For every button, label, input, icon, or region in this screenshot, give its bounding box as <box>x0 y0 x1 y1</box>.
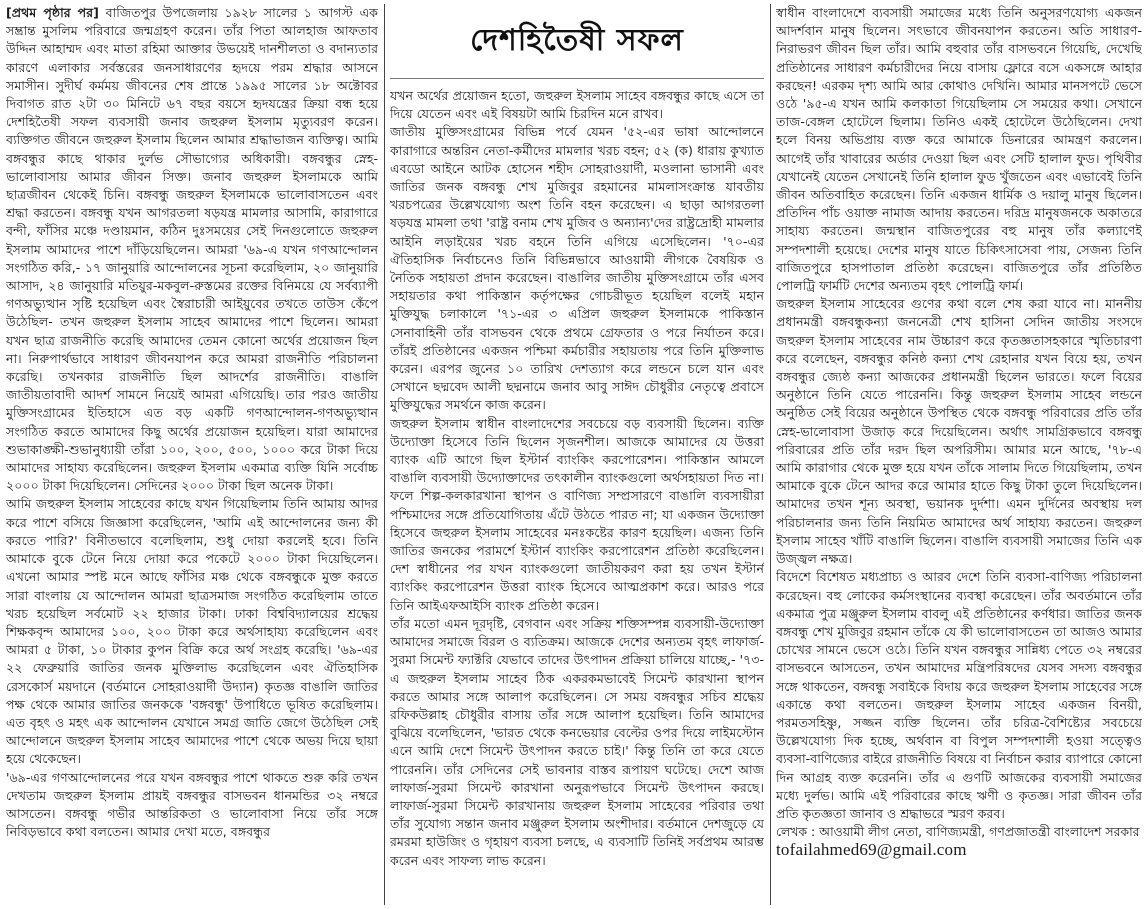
continued-label: [প্রথম পৃষ্ঠার পর] <box>6 5 99 20</box>
paragraph: আমি জহুরুল ইসলাম সাহেবের কাছে যখন গিয়েছিলাম তিনি আমায় আদর করে পাশে বসিয়ে জিজ্ঞাসা করেছিলেন, 'আমি এই আন্দোলনের জন্য কী করতে পারি?' বিনীতভাবে বলেছিলাম, শুধু দোয়া করলেই হবে। তিনি আমাকে বুকে টেনে নিয়ে দোয়া করে পকেটে ২০০০ টাকা দিয়েছিলেন। এখনো আমার স্পষ্ট মনে আছে ফাঁসির মঞ্চ থেকে বঙ্গবন্ধুকে মুক্ত করতে সারা বাংলায় যে আন্দোলন আমরা ছাত্রসমাজ সংগঠিত করেছিলাম তাতে খরচ হয়েছিল সর্বমোট ২২ হাজার টাকা। ঢাকা বিশ্ববিদ্যালয়ের শ্রদ্ধেয় শিক্ষকবৃন্দ আমাদের ১০০, ২০০ টাকা করে অর্থসাহায্য করেছিলেন এবং আমরা ৫ টাকা, ১০ টাকার কুপন বিক্রি করে অর্থ সংগ্রহ করেছি। '৬৯-এর ২২ ফেব্রুয়ারি জাতির জনক মুক্তিলাভ করেছিলেন এবং ঐতিহাসিক রেসকোর্স ময়দানে (বর্তমানে সোহরাওয়ার্দী উদ্যান) কৃতজ্ঞ বাঙালি জাতির পক্ষ থেকে আমার জাতির জনককে 'বঙ্গবন্ধু' উপাধিতে ভূষিত করেছিলাম। এত বৃহৎ ও মহৎ এক আন্দোলন যেখানে সমগ্র জাতি জেগে উঠেছিল সেই আন্দোলনে জহুরুল ইসলাম সাহেব আমাদের পাশে থেকে অভয় দিয়ে ছায়া হয়ে থেকেছেন। <box>6 496 378 767</box>
paragraph: যখন অর্থের প্রয়োজন হতো, জহুরুল ইসলাম সাহেব বঙ্গবন্ধুর কাছে এসে তা দিয়ে যেতেন এবং এই বিষয়টা আমি চিরদিন মনে রাখব। <box>390 88 764 122</box>
paragraph: জহুরুল ইসলাম স্বাধীন বাংলাদেশের সবচেয়ে বড় ব্যবসায়ী ছিলেন। ব্যক্তি উদ্যোক্তা হিসেবে তিনি ছিলেন সৃজনশীল। আজকে আমাদের যে উত্তরা ব্যাংক এটি আগে ছিল ইস্টার্ন ব্যাংকিং করপোরেশন। পাকিস্তান আমলে বাঙালি ব্যবসায়ী উদ্যোক্তাদের তৎকালীন ব্যাংকগুলো অর্থসহায়তা দিত না। ফলে শিল্প-কলকারখানা স্থাপন ও বাণিজ্য সম্প্রসারণে বাঙালি ব্যবসায়ীরা পশ্চিমাদের সঙ্গে প্রতিযোগিতায় এঁটে উঠতে পারত না; যা একজন উদ্যোক্তা হিসেবে জহুরুল ইসলাম সাহেবের মনঃকষ্টের কারণ হয়েছিল। এজন্য তিনি জাতির জনকের পরামর্শে ইস্টার্ন ব্যাংকিং করপোরেশন প্রতিষ্ঠা করেছিলেন। দেশ স্বাধীনের পর যখন ব্যাংকগুলো জাতীয়করণ করা হয় তখন ইস্টার্ন ব্যাংকিং করপোরেশন উত্তরা ব্যাংক হিসেবে আত্মপ্রকাশ করে। আরও পরে তিনি আইএফআইসি ব্যাংক প্রতিষ্ঠা করেন। <box>390 415 764 613</box>
paragraph: স্বাধীন বাংলাদেশে ব্যবসায়ী সমাজের মধ্যে তিনি অনুসরণযোগ্য একজন আদর্শবান মানুষ ছিলেন। সৎভাবে জীবনযাপন করতেন। অতি সাধারণ-নিরাভরণ জীবন ছিল তাঁর। আমি বহুবার তাঁর বাসভবনে গিয়েছি, দেখেছি প্রতিষ্ঠানের সাধারণ কর্মচারীদের নিয়ে বাসায় ফ্লোরে বসে একসঙ্গে আহার করছেন! এরকম দৃশ্য আমি আর কোথাও দেখিনি। আমার মানসপটে ভেসে ওঠে '৯৫-এ যখন আমি কলকাতা গিয়েছিলাম সে সময়ের কথা। সেখানে তাজ-বেঙ্গল হোটেলে ছিলাম। তিনিও একই হোটেলে উঠেছিলেন। দেখা হলে বিনয় অভিপ্রায় ব্যক্ত করে আমাকে ডিনারের আমন্ত্রণ করলেন। আগেই তাঁর খাবারের অর্ডার দেওয়া ছিল এবং সেটি হালাল ফুড। পৃথিবীর যেখানেই যেতেন সেখানেই তিনি হালাল ফুড খুঁজতেন এবং এভাবেই তিনি জীবন অতিবাহিত করেছেন। তিনি একজন ধার্মিক ও দয়ালু মানুষ ছিলেন। প্রতিদিন পাঁচ ওয়াক্ত নামাজ আদায় করতেন। দরিদ্র মানুষজনকে অকাতরে সাহায্য করতেন। জন্মস্থান বাজিতপুরের বহু মানুষ তাঁর কল্যাণেই সম্পদশালী হয়েছে। দেশের মানুষ যাতে চিকিৎসাসেবা পায়, সেজন্য তিনি বাজিতপুরে হাসপাতাল প্রতিষ্ঠা করেছেন। বাজিতপুরে তাঁর প্রতিষ্ঠিত পোলট্রি ফার্মটি দেশের অন্যতম বৃহৎ পোলট্রি ফার্ম। <box>776 5 1142 294</box>
column-1 <box>6 4 378 909</box>
column-divider <box>384 4 385 905</box>
author-email: tofailahmed69@gmail.com <box>776 840 967 860</box>
headline-box <box>390 4 764 79</box>
paragraph: '৬৯-এর গণআন্দোলনের পরে যখন বঙ্গবন্ধুর পাশে থাকতে শুরু করি তখন দেখতাম জহুরুল ইসলাম প্রায়ই বঙ্গবন্ধুর বাসভবন ধানমন্ডির ৩২ নম্বরে আসতেন। বঙ্গবন্ধু গভীর আন্তরিকতা ও ভালোবাসা নিয়ে তাঁর সঙ্গে নিবিড়ভাবে কথা বলতেন। আমার দেখা মতে, বঙ্গবন্ধুর <box>6 769 378 840</box>
paragraph <box>6 4 378 495</box>
column-divider <box>770 4 771 905</box>
column-2 <box>390 4 764 909</box>
paragraph: জাতীয় মুক্তিসংগ্রামের বিভিন্ন পর্বে যেমন '৫২-এর ভাষা আন্দোলনে কারাগারে অন্তরিন নেতা-কর্মীদের মামলার খরচ বহন; ৫২ (ক) ধারায় কুখ্যাত এবডো আইনে আটক হোসেন শহীদ সোহরাওয়ার্দী, মওলানা ভাসানী এবং জাতির জনক বঙ্গবন্ধু শেখ মুজিবুর রহমানের মামলাসংক্রান্ত যাবতীয় খরচপত্রের উল্লেখযোগ্য অংশ তিনি বহন করেছেন। এ ছাড়া আগরতলা ষড়যন্ত্র মামলা তথা 'রাষ্ট্র বনাম শেখ মুজিব ও অন্যান্য'দের রাষ্ট্রদ্রোহী মামলার আইনি লড়াইয়ের খরচ বহনে তিনি এগিয়ে এসেছিলেন। '৭০-এর ঐতিহাসিক নির্বাচনেও তিনি বিভিন্নভাবে আওয়ামী লীগকে বৈষয়িক ও নৈতিক সহায়তা প্রদান করেছেন। বাঙালির জাতীয় মুক্তিসংগ্রামে তাঁর এসব সহায়তার কথা পাকিস্তান কর্তৃপক্ষের গোচরীভূত হয়েছিল বলেই মহান মুক্তিযুদ্ধ চলাকালে '৭১-এর ৩ এপ্রিল জহুরুল ইসলামকে পাকিস্তান সেনাবাহিনী তাঁর বাসভবন থেকে প্রথমে গ্রেফতার ও পরে নির্যাতন করে। তাঁরই প্রতিষ্ঠানের একজন পশ্চিমা কর্মচারীর সহায়তায় পরে তিনি মুক্তিলাভ করেন। এরপর জুনের ১০ তারিখ দেশত্যাগ করে লন্ডনে চলে যান এবং সেখানে ছদ্মবেদ আলী ছদ্মনামে জনাব আবু সাঈদ চৌধুরীর নেতৃত্বে প্রবাসে মুক্তিযুদ্ধের সমর্থনে কাজ করেন। <box>390 124 764 413</box>
article-columns <box>6 4 1142 909</box>
author-byline: লেখক : আওয়ামী লীগ নেতা, বাণিজ্যমন্ত্রী, গণপ্রজাতন্ত্রী বাংলাদেশ সরকার <box>776 824 1140 840</box>
column-3 <box>776 4 1142 909</box>
paragraph: তাঁর মতো এমন দূরদৃষ্টি, বেগবান এবং সক্রিয় শক্তিসম্পন্ন ব্যবসায়ী-উদ্যোক্তা আমাদের সমাজে বিরল ও ব্যতিক্রম। আজকে দেশের অন্যতম বৃহৎ লাফার্জ-সুরমা সিমেন্ট ফ্যাক্টরি যেভাবে তাদের উৎপাদন প্রক্রিয়া চালিয়ে যাচ্ছে,- '৭৩-এ জহুরুল ইসলাম সাহেব ঠিক একরকমভাবেই সিমেন্ট কারখানা স্থাপন করতে আমার সঙ্গে আলাপ করেছিলেন। সে সময় বঙ্গবন্ধুর সচিব শ্রদ্ধেয় রফিকউল্লাহ চৌধুরীর বাসায় তাঁর সঙ্গে আলাপ হয়েছিল। তিনি আমাদের বুঝিয়ে বলেছিলেন, 'ভারত থেকে কনভেয়ার বেল্টের ওপর দিয়ে লাইমস্টোন এনে আমি দেশে সিমেন্ট উৎপাদন করতে চাই।' কিন্তু তিনি তা করে যেতে পারেননি। তাঁর সেদিনের সেই ভাবনার বাস্তব রূপায়ণ ঘটেছে। দেশে আজ লাফার্জ-সুরমা সিমেন্ট কারখানা অনুরূপভাবে সিমেন্ট উৎপাদন করছে। লাফার্জ-সুরমা সিমেন্ট কারখানায় জহুরুল ইসলাম সাহেবের পরিবার তথা তাঁর সুযোগ্য সন্তান জনাব মঞ্জুরুল ইসলাম অংশীদার। বর্তমানে দেশজুড়ে যে রমরমা হাউজিং ও গৃহায়ণ ব্যবসা চলছে, এ ব্যবসাটি তিনিই সর্বপ্রথম আরম্ভ করেন এবং সাফল্য লাভ করেন। <box>390 615 764 868</box>
paragraph-text: বাজিতপুর উপজেলায় ১৯২৮ সালের ১ আগস্ট এক সম্ভ্রান্ত মুসলিম পরিবারে জন্মগ্রহণ করেন। তাঁর পিতা আলহাজ আফতাব উদ্দিন আহাম্মদ এবং মাতা রহিমা আক্তার উভয়েই দানশীলতা ও বদান্যতার কারণে এলাকার সর্বস্তরের জনসাধারণের হৃদয়ে পরম শ্রদ্ধার আসনে সমাসীন। সুদীর্ঘ কর্মময় জীবনের শেষ প্রান্তে ১৯৯৫ সালের ১৮ অক্টোবর দিবাগত রাত ২টা ৩০ মিনিটে ৬৭ বছর বয়সে হৃদযন্ত্রের ক্রিয়া বন্ধ হয়ে দেশহিতৈষী সফল ব্যবসায়ী জনাব জহুরুল ইসলাম মৃত্যুবরণ করেন। ব্যক্তিগত জীবনে জহুরুল ইসলাম ছিলেন আমার শ্রদ্ধাভাজন ব্যক্তিত্ব। আমি বঙ্গবন্ধুর কাছে থাকার দুর্লভ সৌভাগ্যের অধিকারী। বঙ্গবন্ধুর স্নেহ-ভালোবাসায় আমার জীবন সিক্ত। জনাব জহুরুল ইসলামকে আমি ছাত্রজীবন থেকেই চিনি। বঙ্গবন্ধু জহুরুল ইসলামকে ভালোবাসতেন এবং শ্রদ্ধা করতেন। বঙ্গবন্ধু যখন আগরতলা ষড়যন্ত্র মামলার আসামি, কারাগারে বন্দী, ফাঁসির মঞ্চে দণ্ডায়মান, কঠিন দুঃসময়ের সেই দিনগুলোতে জহুরুল ইসলাম আমাদের পাশে দাঁড়িয়েছিলেন। আমরা '৬৯-এ যখন গণআন্দোলন সংগঠিত করি,- ১৭ জানুয়ারি আন্দোলনের সূচনা করেছিলাম, ২০ জানুয়ারি আসাদ, ২৪ জানুয়ারি মতিয়ুর-মকবুল-রুস্তমের রক্তের বিনিময়ে যে সর্বব্যাপী গণঅভ্যুত্থান সৃষ্টি হয়েছিল এবং স্বৈরাচারী আইয়ুবের তখতে তাউস কেঁপে উঠেছিল- তখন জহুরুল ইসলাম সাহেব আমাদের পাশে ছিলেন। আমরা যখন ছাত্র রাজনীতি করেছি আমাদের তেমন কোনো অর্থের প্রয়োজন ছিল না। নিরুপার্থভাবে সাধারণ জীবনযাপন করে আমরা রাজনীতি পরিচালনা করেছি। তখনকার রাজনীতি ছিল আদর্শের রাজনীতি। বাঙালি জাতীয়তাবাদী আদর্শ সামনে নিয়েই আমরা এগিয়েছি। তার পরও জাতীয় মুক্তিসংগ্রামের ইতিহাসে এত বড় একটি গণআন্দোলন-গণঅভ্যুত্থান সংগঠিত করতে আমাদের কিছু অর্থের প্রয়োজন হয়েছিল। যারা আমাদের শুভাকাঙ্ক্ষী-শুভানুধ্যায়ী তাঁরা ১০০, ২০০, ৫০০, ১০০০ করে টাকা দিয়ে আমাদের সাহায্য করেছিলেন। জহুরুল ইসলাম একমাত্র ব্যক্তি যিনি সর্বোচ্চ ২০০০ টাকা দিয়েছিলেন। সেদিনের ২০০০ টাকা ছিল অনেক টাকা। <box>6 5 378 494</box>
paragraph: বিদেশে বিশেষত মধ্যপ্রাচ্য ও আরব দেশে তিনি ব্যবসা-বাণিজ্য পরিচালনা করেছেন। বহু লোকের কর্মসংস্থানের ব্যবস্থা করেছেন। তাঁর অবর্তমানে তাঁর একমাত্র পুত্র মঞ্জুরুল ইসলাম বাবলু এই প্রতিষ্ঠানের কর্ণধার। জাতির জনক বঙ্গবন্ধু শেখ মুজিবুর রহমান তাঁকে যে কী ভালোবাসতেন তা আজও আমার চোখের সামনে ভেসে ওঠে। তিনি যখন বঙ্গবন্ধুর সান্নিধ্য পেতে ৩২ নম্বরের বাসভবনে আসতেন, তখন আমাদের মন্ত্রিপরিষদের যেসব সদস্য বঙ্গবন্ধুর সঙ্গে থাকতেন, বঙ্গবন্ধু সবাইকে বিদায় করে জহুরুল ইসলাম সাহেবের সঙ্গে একান্তে কথা বলতেন। জহুরুল ইসলাম সাহেব একজন বিনয়ী, পরমতসহিষ্ণু, সজ্জন ব্যক্তি ছিলেন। তাঁর চরিত্র-বৈশিষ্ট্যের সবচেয়ে উল্লেখযোগ্য দিক হচ্ছে, অর্থবান বা বিপুল সম্পদশালী হওয়া সত্ত্বেও ব্যবসা-বাণিজ্যের বাইরে রাজনীতি বিষয়ে বা নির্বাচন করার ব্যাপারে কোনো দিন আগ্রহ ব্যক্ত করেননি। তাঁর এ গুণটি আজকের ব্যবসায়ী সমাজের মধ্যে দুর্লভ। আমি এই পরিবারের কাছে ঋণী ও কৃতজ্ঞ। সারা জীবন তাঁর প্রতি কৃতজ্ঞতা জানাব ও শ্রদ্ধাভরে স্মরণ করব। <box>776 569 1142 821</box>
article-headline: দেশহিতৈষী সফল <box>470 22 684 58</box>
paragraph: জহুরুল ইসলাম সাহেবের গুণের কথা বলে শেষ করা যাবে না। মাননীয় প্রধানমন্ত্রী বঙ্গবন্ধুকন্যা জননেত্রী শেখ হাসিনা সেদিন জাতীয় সংসদে জহুরুল ইসলাম সাহেবের নাম উচ্চারণ করে কৃতজ্ঞতাসহকারে স্মৃতিচারণা করে বলেছেন, বঙ্গবন্ধুর কনিষ্ঠ কন্যা শেখ রেহানার যখন বিয়ে হয়, তখন বঙ্গবন্ধুর জ্যেষ্ঠ কন্যা আজকের প্রধানমন্ত্রী ছিলেন ভারতে। ফলে বিয়ের অনুষ্ঠানে তিনি যেতে পারেননি। কিন্তু জহুরুল ইসলাম সাহেব লন্ডনে অনুষ্ঠিত সেই বিয়ের অনুষ্ঠানে উপস্থিত থেকে বঙ্গবন্ধু পরিবারের প্রতি তাঁর স্নেহ-ভালোবাসা উজাড় করে দিয়েছিলেন। অর্থাৎ সামগ্রিকভাবে বঙ্গবন্ধু পরিবারের প্রতি তাঁর দরদ ছিল অপরিসীম। আমার মনে আছে, '৭৮-এ আমি কারাগার থেকে মুক্ত হয়ে যখন তাঁকে সালাম দিতে গিয়েছিলাম, তখন আমাকে বুকে টেনে আদর করে আমার হাতে কিছু টাকা তুলে দিয়েছিলেন। আমাদের তখন শূন্য অবস্থা, ভয়ানক দুর্দশা। এমন দুর্দিনের অবস্থায় দল পরিচালনার জন্য তিনি নিয়মিত আমাদের অর্থ সাহায্য করতেন। জহুরুল ইসলাম সাহেব খাঁটি বাঙালি ছিলেন। বাঙালি ব্যবসায়ী সমাজের তিনি এক উজ্জ্বল নক্ষত্র। <box>776 296 1142 567</box>
